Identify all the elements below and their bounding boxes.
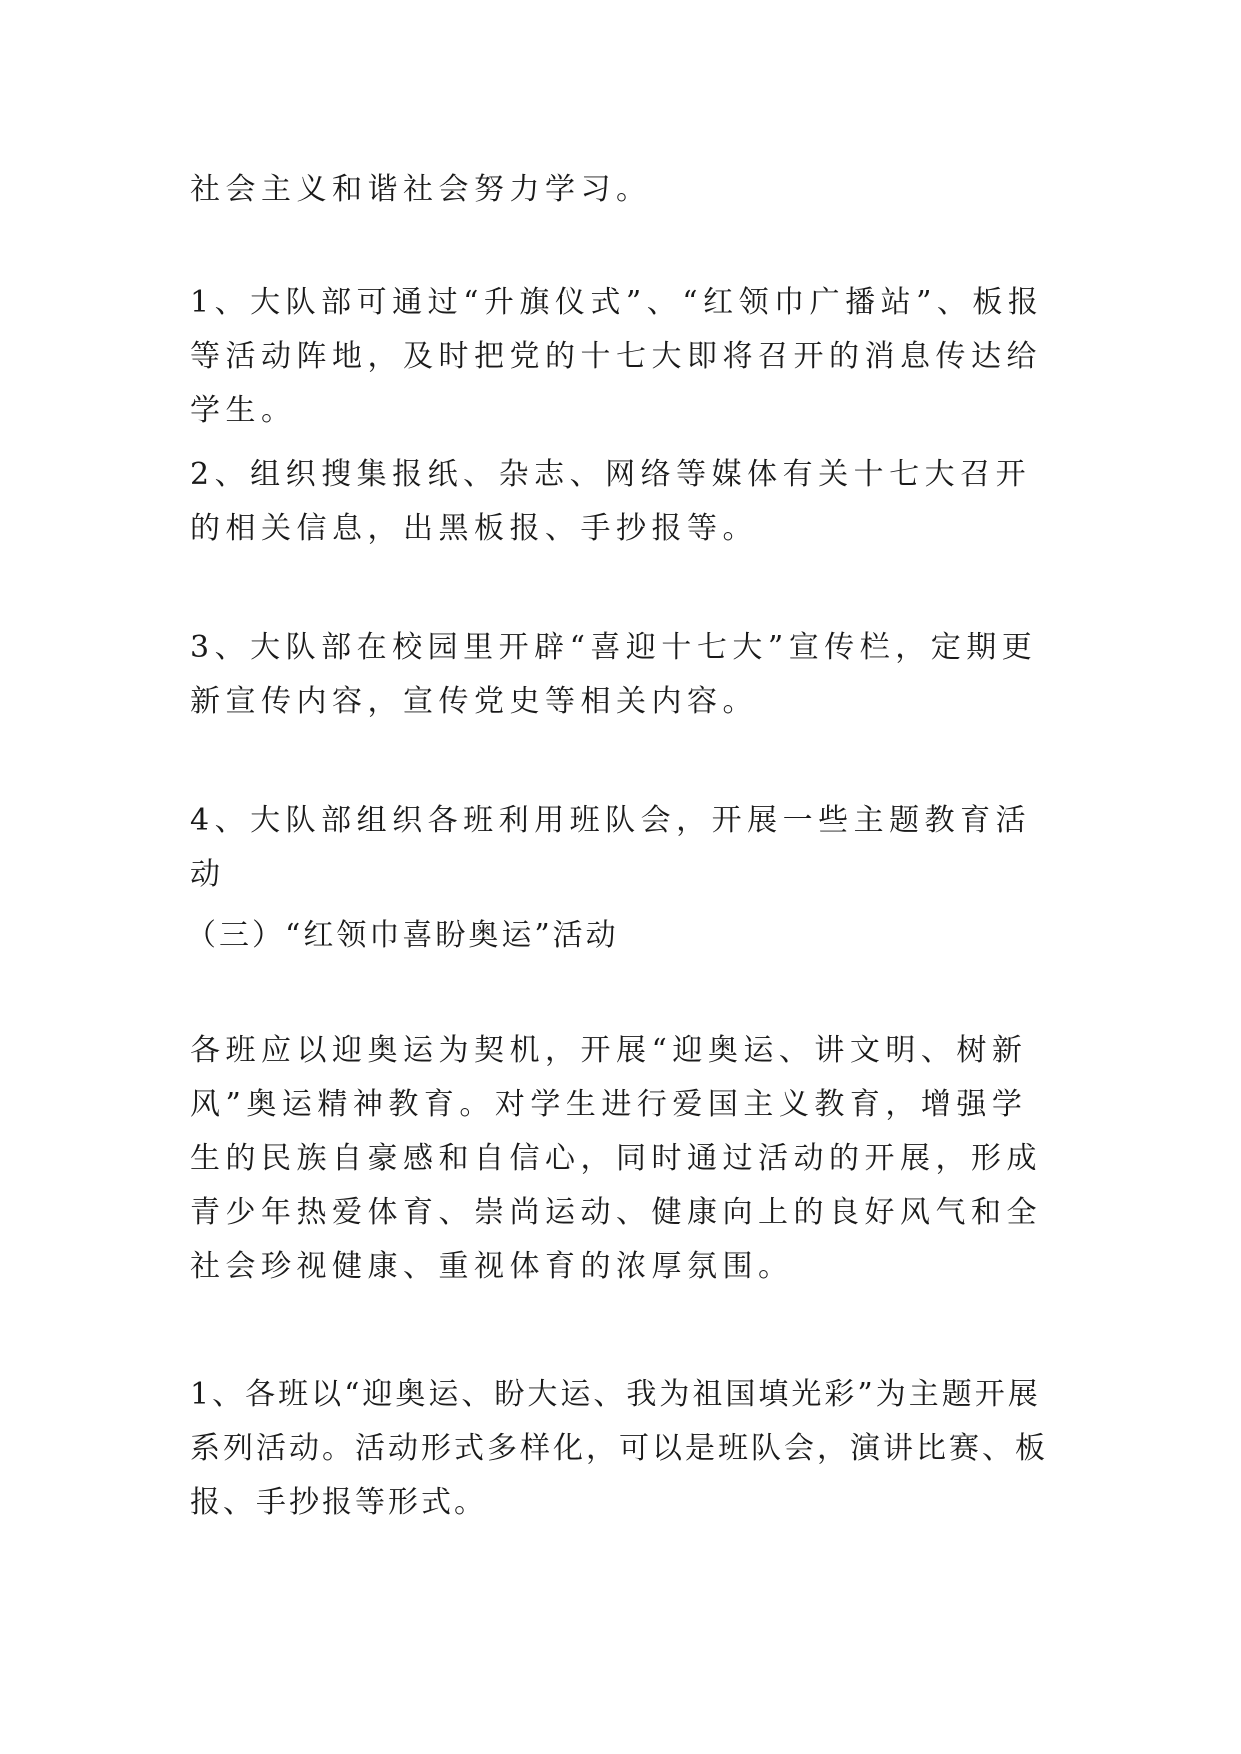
paragraph-item-2: 2、组织搜集报纸、杂志、网络等媒体有关十七大召开的相关信息，出黑板报、手抄报等。 <box>190 457 1032 546</box>
paragraph-item-3: 3、大队部在校园里开辟“喜迎十七大”宣传栏，定期更新宣传内容，宣传党史等相关内容。 <box>190 630 1038 719</box>
paragraph-section-item-1: 1、各班以“迎奥运、盼大运、我为祖国填光彩”为主题开展系列活动。活动形式多样化，可以是班队会，演讲比赛、板报、手抄报等形式。 <box>190 1377 1048 1520</box>
paragraph-item-4: 4、大队部组织各班利用班队会，开展一些主题教育活动 <box>190 803 1032 892</box>
paragraph-section-intro: 各班应以迎奥运为契机，开展“迎奥运、讲文明、树新风”奥运精神教育。对学生进行爱国主义教育，增强学生的民族自豪感和自信心，同时通过活动的开展，形成青少年热爱体育、崇尚运动、健康向上的良好风气和全社会珍视健康、重视体育的浓厚氛围。 <box>190 1033 1042 1284</box>
paragraph-continuation: 社会主义和谐社会努力学习。 <box>190 172 652 207</box>
paragraph-item-1: 1、大队部可通过“升旗仪式”、“红领巾广播站”、板报等活动阵地，及时把党的十七大即将召开的消息传达给学生。 <box>190 285 1044 428</box>
section-heading: （三）“红领巾喜盼奥运”活动 <box>186 918 619 953</box>
